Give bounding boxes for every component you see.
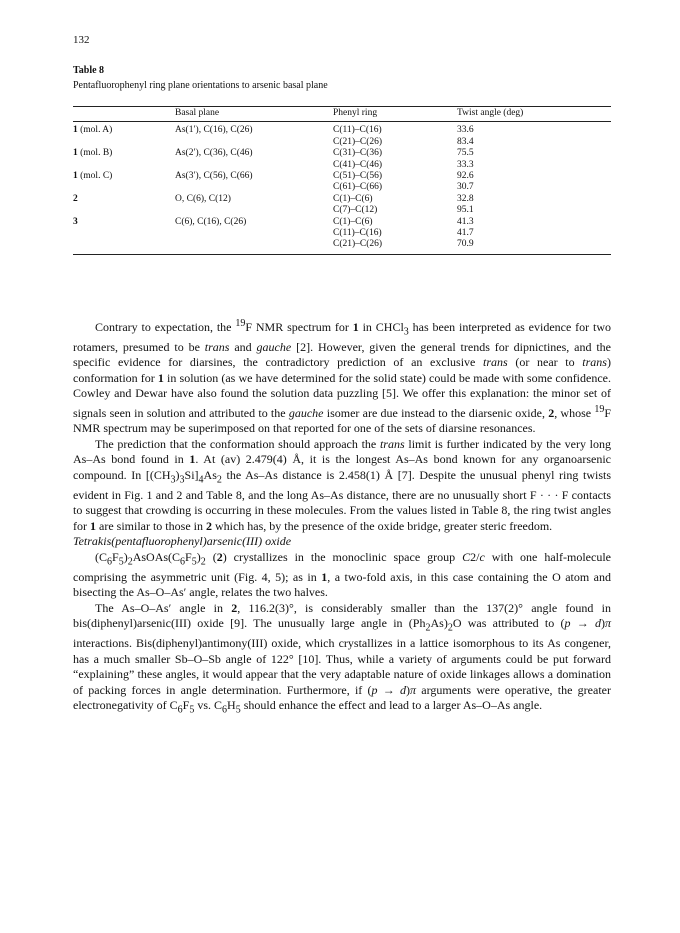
cell-basal-plane: O, C(6), C(12) bbox=[175, 193, 231, 204]
cell-compound bbox=[73, 228, 175, 239]
twist-angle-table bbox=[73, 106, 611, 255]
compound-number: 1 bbox=[73, 125, 78, 136]
cell-compound bbox=[73, 239, 175, 254]
cell-phenyl-ring: C(11)–C(16) bbox=[333, 125, 382, 136]
header-twist-angle: Twist angle (deg) bbox=[457, 107, 611, 122]
table-row bbox=[73, 205, 611, 216]
table-body bbox=[73, 122, 611, 254]
header-compound bbox=[73, 107, 175, 122]
molecule-label: (mol. A) bbox=[77, 125, 113, 136]
cell-compound bbox=[73, 194, 175, 205]
table-title: Pentafluorophenyl ring plane orientations to arsenic basal plane bbox=[73, 80, 328, 91]
cell-twist-angle: 41.7 bbox=[457, 228, 474, 239]
body-paragraph: $(C_6F_5)_2AsOAs(C_6F_5)_2$ (2) crystallizes in the monoclinic space group C2/c with one half-molecule comprising the asymmetric unit (Fig. 4, 5); as in 1, a two-fold axis, in this case containing the O atom and bisecting the As–O–As′ angle, relates the two halves. bbox=[73, 549, 612, 600]
section-subheading: Tetrakis(pentafluorophenyl)arsenic(III) oxide bbox=[73, 534, 292, 549]
table-row bbox=[73, 137, 611, 148]
cell-twist-angle: 33.3 bbox=[457, 159, 474, 170]
table-row bbox=[73, 239, 611, 254]
cell-compound bbox=[73, 160, 175, 171]
cell-twist-angle: 30.7 bbox=[457, 182, 474, 193]
page-number: 132 bbox=[73, 34, 90, 46]
table-label: Table 8 bbox=[73, 65, 105, 76]
table-caption bbox=[73, 63, 328, 93]
cell-compound bbox=[73, 217, 175, 228]
cell-compound bbox=[73, 122, 175, 137]
cell-compound bbox=[73, 205, 175, 216]
compound-number: 2 bbox=[73, 193, 78, 204]
cell-phenyl-ring: C(21)–C(26) bbox=[333, 239, 457, 254]
cell-compound bbox=[73, 171, 175, 182]
cell-twist-angle: 95.1 bbox=[457, 205, 474, 216]
header-basal-plane: Basal plane bbox=[175, 107, 333, 122]
cell-phenyl-ring: C(1)–C(6) bbox=[333, 216, 373, 227]
cell-twist-angle: 41.3 bbox=[457, 216, 474, 227]
header-phenyl-ring: Phenyl ring bbox=[333, 107, 457, 122]
molecule-label: (mol. C) bbox=[77, 171, 113, 182]
cell-phenyl-ring: C(21)–C(26) bbox=[333, 136, 383, 147]
table-header-row bbox=[73, 107, 611, 122]
cell-twist-angle: 33.6 bbox=[457, 125, 474, 136]
cell-basal-plane bbox=[175, 239, 333, 254]
cell-basal-plane: As(3′), C(56), C(66) bbox=[175, 171, 253, 182]
cell-basal-plane: As(2′), C(36), C(46) bbox=[175, 148, 253, 159]
cell-phenyl-ring: C(31)–C(36) bbox=[333, 148, 383, 159]
cell-twist-angle: 83.4 bbox=[457, 136, 474, 147]
table-row bbox=[73, 228, 611, 239]
cell-basal-plane bbox=[175, 137, 333, 148]
cell-twist-angle: 75.5 bbox=[457, 148, 474, 159]
cell-basal-plane: C(6), C(16), C(26) bbox=[175, 216, 247, 227]
cell-twist-angle: 32.8 bbox=[457, 193, 474, 204]
table-row bbox=[73, 171, 611, 182]
cell-phenyl-ring: C(1)–C(6) bbox=[333, 193, 373, 204]
cell-compound bbox=[73, 182, 175, 193]
cell-basal-plane: As(1′), C(16), C(26) bbox=[175, 125, 253, 136]
table-row bbox=[73, 122, 611, 137]
cell-compound bbox=[73, 137, 175, 148]
cell-basal-plane bbox=[175, 228, 333, 239]
cell-basal-plane bbox=[175, 160, 333, 171]
table-row bbox=[73, 160, 611, 171]
cell-phenyl-ring: C(41)–C(46) bbox=[333, 159, 383, 170]
cell-phenyl-ring: C(51)–C(56) bbox=[333, 171, 383, 182]
table-row bbox=[73, 182, 611, 193]
cell-basal-plane bbox=[175, 182, 333, 193]
compound-number: 3 bbox=[73, 216, 78, 227]
cell-twist-angle: 70.9 bbox=[457, 239, 611, 254]
cell-twist-angle: 92.6 bbox=[457, 171, 474, 182]
table-row bbox=[73, 148, 611, 159]
cell-phenyl-ring: C(61)–C(66) bbox=[333, 182, 383, 193]
compound-number: 1 bbox=[73, 148, 78, 159]
body-paragraph: The prediction that the conformation should approach the trans limit is further indicated by the very long As–As bond found in 1. At (av) 2.479(4) Å, it is the longest As–As bond known for any organoarsenic compound. In $[(CH_3)_3Si]_4As_2$ the As–As distance is 2.458(1) Å [7]. Despite the unusual phenyl ring twists evident in Fig. 1 and 2 and Table 8, and the long As–As distance, there are no unusually short F · · · F contacts to suggest that crowding is occurring in these molecules. From the values listed in Table 8, the ring twist angles for 1 are similar to those in 2 which has, by the presence of the oxide bridge, greater steric freedom. bbox=[73, 436, 611, 533]
cell-basal-plane bbox=[175, 205, 333, 216]
compound-number: 1 bbox=[73, 171, 78, 182]
cell-phenyl-ring: C(7)–C(12) bbox=[333, 205, 378, 216]
table-row bbox=[73, 217, 611, 228]
body-paragraph: Contrary to expectation, the $^{19}$F NMR spectrum for 1 in CHCl$_3$ has been interpreted as evidence for two rotamers, presumed to be trans and gauche [2]. However, given the general trends for dipnictines, and the specific evidence for diarsines, the contradictory prediction of an exclusive trans (or near to trans) conformation for 1 in solution (as we have determined for the solid state) could be made with some confidence. Cowley and Dewar have also found the solution data puzzling [5]. We offer this explanation: the minor set of signals seen in solution and attributed to the gauche isomer are due instead to the diarsenic oxide, 2, whose $^{19}$F NMR spectrum may be superimposed on that reported for one of the sets of diarsine resonances. bbox=[73, 318, 612, 436]
cell-compound bbox=[73, 148, 175, 159]
molecule-label: (mol. B) bbox=[77, 148, 113, 159]
body-paragraph: The As–O–As′ angle in 2, 116.2(3)°, is considerably smaller than the 137(2)° angle found in bis(diphenyl)arsenic(III) oxide [9]. The unusually large angle in $(Ph_2As)_2O$ was attributed to (p → d)π interactions. Bis(diphenyl)antimony(III) oxide, which crystallizes in a lattice isomorphous to its As congener, has a much smaller Sb–O–Sb angle of 122° [10]. Thus, while a variety of arguments could be put forward “explaining” these angles, it would appear that the very adaptable nature of oxide linkages allows a domination of packing forces in angle determination. Furthermore, if (p → d)π arguments were operative, the greater electronegativity of $C_6F_5$ vs. $C_6H_5$ should enhance the effect and lead to a larger As–O–As angle. bbox=[73, 600, 612, 716]
table-row bbox=[73, 194, 611, 205]
body-text bbox=[73, 316, 611, 718]
cell-phenyl-ring: C(11)–C(16) bbox=[333, 228, 382, 239]
